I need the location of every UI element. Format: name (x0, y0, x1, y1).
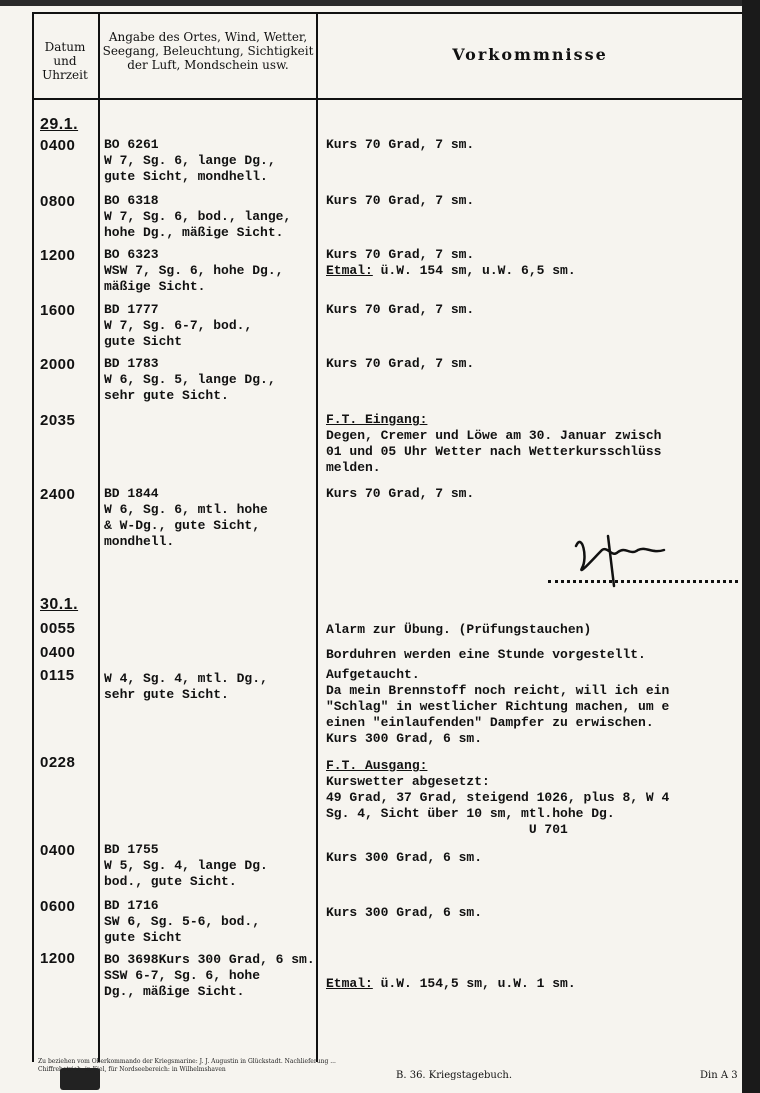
time-entry: 0800 (40, 193, 76, 210)
position-weather: BO 6261 W 7, Sg. 6, lange Dg., gute Sicht, mondhell. (104, 137, 276, 184)
event-text: Kurs 70 Grad, 7 sm. (326, 356, 475, 371)
scan-edge-top (0, 0, 760, 6)
time-entry: 0228 (40, 754, 76, 771)
event-text: Alarm zur Übung. (Prüfungstauchen) (326, 622, 592, 637)
event-text: Kurs 70 Grad, 7 sm. (326, 302, 475, 317)
time-entry: 1600 (40, 302, 76, 319)
position-weather: BD 1755 W 5, Sg. 4, lange Dg. bod., gute Sicht. (104, 842, 268, 889)
rule-col1 (98, 12, 100, 1062)
time-entry: 2035 (40, 412, 76, 429)
time-entry: 0400 (40, 137, 76, 154)
position-weather: W 4, Sg. 4, mtl. Dg., sehr gute Sicht. (104, 671, 268, 702)
position-weather: BD 1783 W 6, Sg. 5, lange Dg., sehr gute Sicht. (104, 356, 276, 403)
scan-edge-right (742, 0, 760, 1093)
position-weather: BO 3698Kurs 300 Grad, 6 sm. SSW 6-7, Sg. 6, hohe Dg., mäßige Sicht. (104, 952, 315, 999)
header-ort: Angabe des Ortes, Wind, Wetter, Seegang, Beleuchtung, Sichtigkeit der Luft, Mondschein usw. (102, 30, 314, 72)
date-29-1: 29.1. (40, 116, 79, 133)
position-weather: BD 1844 W 6, Sg. 6, mtl. hohe & W-Dg., gute Sicht, mondhell. (104, 486, 268, 549)
event-text: Kurs 70 Grad, 7 sm. (326, 247, 475, 262)
time-entry: 1200 (40, 247, 76, 264)
position-weather: BD 1716 SW 6, Sg. 5-6, bod., gute Sicht (104, 898, 261, 945)
time-entry: 0400 (40, 842, 76, 859)
signature-line (548, 570, 738, 583)
rule-top (32, 12, 742, 14)
header-datum: Datum und Uhrzeit (42, 40, 88, 82)
event-text: Kurswetter abgesetzt: 49 Grad, 37 Grad, steigend 1026, plus 8, W 4 Sg. 4, Sicht über 10 sm, mtl.hohe Dg. U 701 (326, 774, 670, 837)
event-text: Kurs 70 Grad, 7 sm. (326, 193, 475, 208)
ft-ausgang-label: F.T. Ausgang: (326, 758, 428, 773)
time-entry: 0600 (40, 898, 76, 915)
event-text: Kurs 300 Grad, 6 sm. (326, 905, 483, 920)
time-entry: 2400 (40, 486, 76, 503)
event-text: Kurs 70 Grad, 7 sm. (326, 486, 475, 501)
header-vorkommnisse: Vorkommnisse (452, 45, 608, 64)
event-text: Aufgetaucht. Da mein Brennstoff noch reicht, will ich ein "Schlag" in westlicher Richtung machen, um e einen "einlaufenden" Dampfer zu erwischen. Kurs 300 Grad, 6 sm. (326, 667, 670, 746)
date-30-1: 30.1. (40, 596, 79, 613)
rule-header-bottom (32, 98, 742, 100)
time-entry: 1200 (40, 950, 76, 967)
position-weather: BO 6323 WSW 7, Sg. 6, hohe Dg., mäßige Sicht. (104, 247, 284, 294)
time-entry: 0115 (40, 667, 75, 684)
event-text: Kurs 70 Grad, 7 sm. (326, 137, 475, 152)
form-number: B. 36. Kriegstagebuch. (396, 1070, 513, 1081)
time-entry: 0055 (40, 620, 76, 637)
etmal-label: Etmal: (326, 976, 373, 991)
rule-left (32, 12, 34, 1062)
etmal-value: ü.W. 154,5 sm, u.W. 1 sm. (372, 976, 576, 991)
time-entry: 0400 (40, 644, 76, 661)
etmal-line (326, 976, 758, 992)
etmal-line (326, 263, 758, 279)
position-weather: BO 6318 W 7, Sg. 6, bod., lange, hohe Dg., mäßige Sicht. (104, 193, 292, 240)
printer-imprint: Zu beziehen vom Oberkommando der Kriegsmarine: J. J. Augustin in Glückstadt. Nachlieferung ... Chiffrebetrieb: in Kiel, für Nordseebereich: in Wilhelmshaven (38, 1058, 336, 1073)
time-entry: 2000 (40, 356, 76, 373)
ft-eingang-label: F.T. Eingang: (326, 412, 428, 427)
position-weather: BD 1777 W 7, Sg. 6-7, bod., gute Sicht (104, 302, 253, 349)
etmal-value: ü.W. 154 sm, u.W. 6,5 sm. (372, 263, 576, 278)
event-text: Degen, Cremer und Löwe am 30. Januar zwisch 01 und 05 Uhr Wetter nach Wetterkursschlüss melden. (326, 428, 662, 475)
paper-format: Din A 3 (700, 1070, 738, 1081)
etmal-label: Etmal: (326, 263, 373, 278)
event-text: Kurs 300 Grad, 6 sm. (326, 850, 483, 865)
event-text: Borduhren werden eine Stunde vorgestellt. (326, 647, 646, 662)
